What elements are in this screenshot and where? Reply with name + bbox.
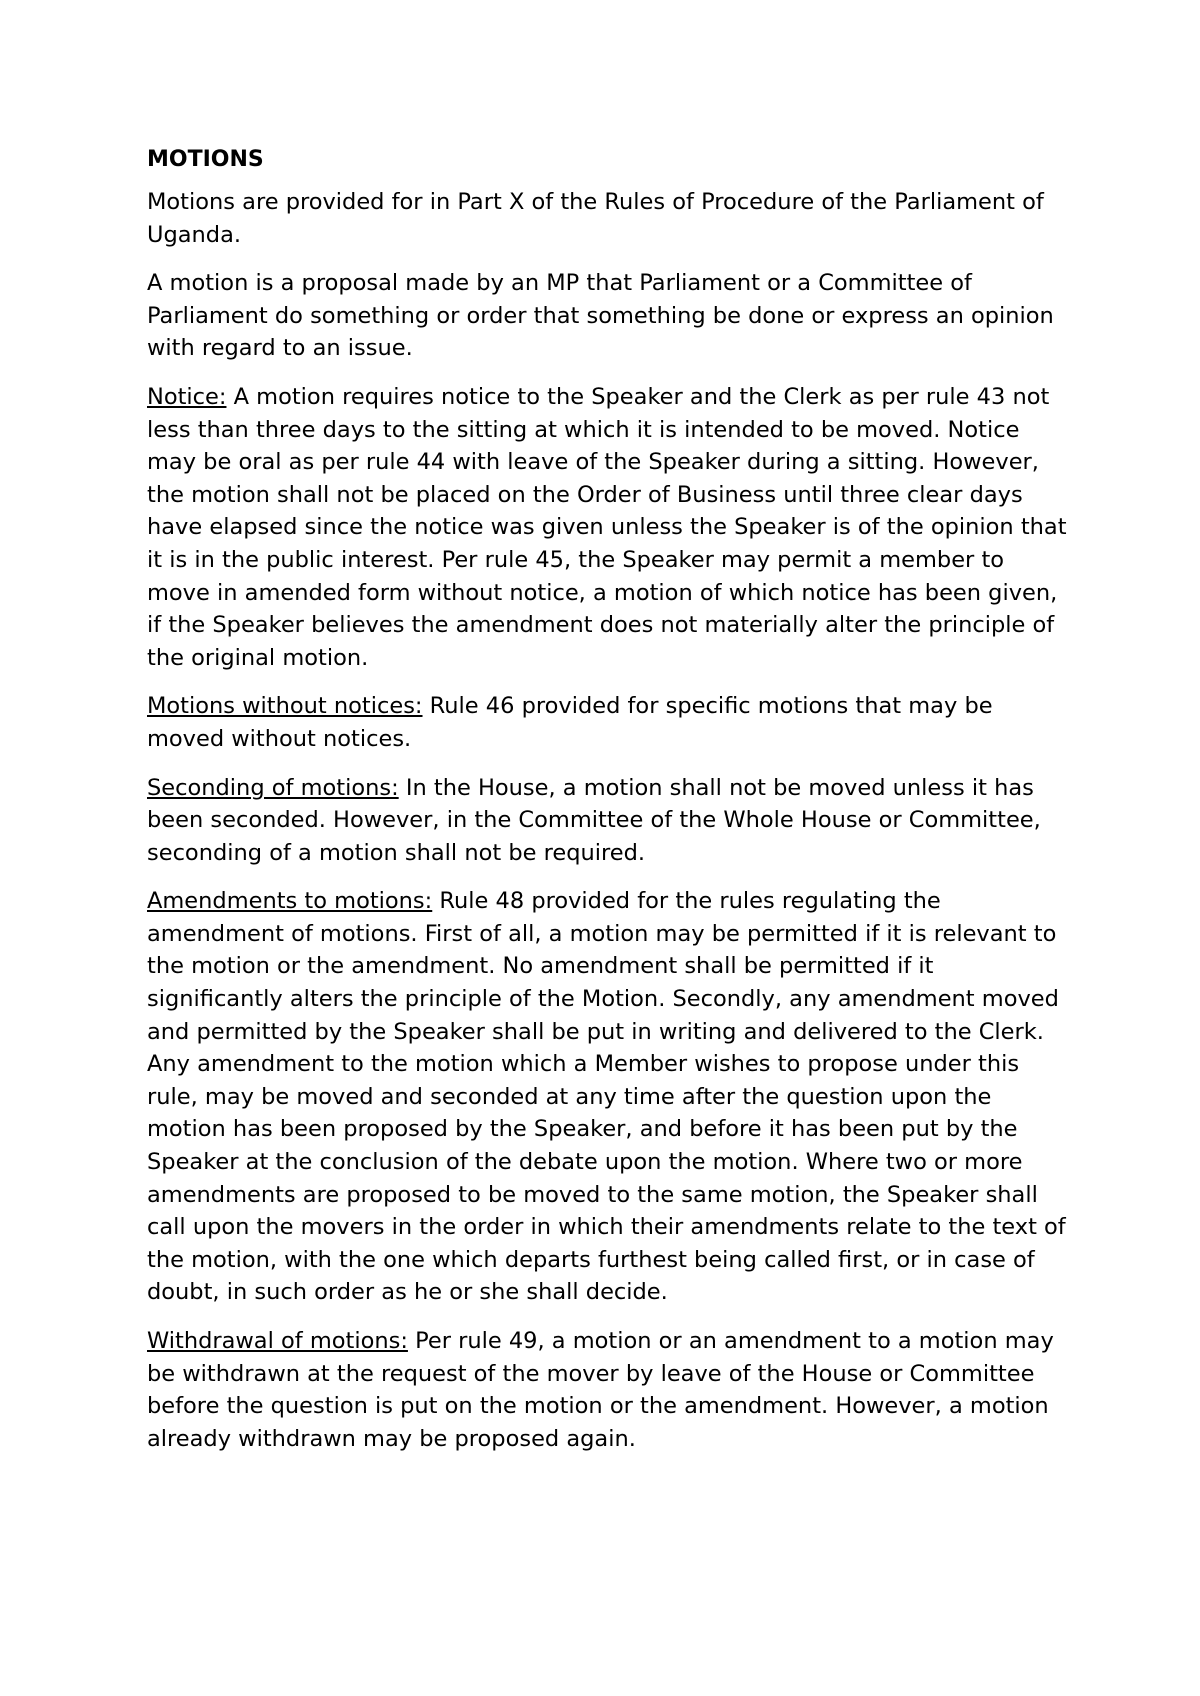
section-amendments-to-motions: [147, 885, 1072, 1309]
section-label-withdrawal-of-motions: Withdrawal of motions:: [147, 1328, 408, 1354]
section-label-motions-without-notices: Motions without notices:: [147, 693, 423, 720]
document-page: [147, 144, 1072, 1471]
section-notice: [147, 381, 1072, 674]
definition-paragraph: A motion is a proposal made by an MP that Parliament or a Committee of Parliament do something or order that something be done or express an opinion with regard to an issue.: [147, 270, 1054, 362]
section-withdrawal-of-motions: [147, 1325, 1072, 1455]
section-label-notice: Notice:: [147, 383, 227, 410]
section-label-amendments-to-motions: Amendments to motions:: [147, 888, 433, 915]
document-title: MOTIONS: [147, 147, 264, 172]
section-text-motions-without-notices: Rule 46 provided for specific motions that may be moved without notices.: [147, 693, 993, 752]
section-motions-without-notices: [147, 690, 1072, 755]
section-text-withdrawal-of-motions: Per rule 49, a motion or an amendment to a motion may be withdrawn at the request of the mover by leave of the House or Committee before the question is put on the motion or the amendment. However, a motion already withdrawn may be proposed again.: [147, 1328, 1054, 1452]
section-text-amendments-to-motions: Rule 48 provided for the rules regulating the amendment of motions. First of all, a motion may be permitted if it is relevant to the motion or the amendment. No amendment shall be permitted if it significantly alters the principle of the Motion. Secondly, any amendment moved and permitted by the Speaker shall be put in writing and delivered to the Clerk. Any amendment to the motion which a Member wishes to propose under this rule, may be moved and seconded at any time after the question upon the motion has been proposed by the Speaker, and before it has been put by the Speaker at the conclusion of the debate upon the motion. Where two or more amendments are proposed to be moved to the same motion, the Speaker shall call upon the movers in the order in which their amendments relate to the text of the motion, with the one which departs furthest being called first, or in case of doubt, in such order as he or she shall decide.: [147, 888, 1066, 1306]
section-seconding-of-motions: [147, 772, 1072, 870]
section-text-seconding-of-motions: In the House, a motion shall not be moved unless it has been seconded. However, in the Committee of the Whole House or Committee, seconding of a motion shall not be required.: [147, 774, 1041, 866]
intro-paragraph: Motions are provided for in Part X of the Rules of Procedure of the Parliament of Uganda.: [147, 189, 1044, 248]
section-label-seconding-of-motions: Seconding of motions:: [147, 774, 399, 801]
section-text-notice: A motion requires notice to the Speaker and the Clerk as per rule 43 not less than three days to the sitting at which it is intended to be moved. Notice may be oral as per rule 44 with leave of the Speaker during a sitting. However, the motion shall not be placed on the Order of Business until three clear days have elapsed since the notice was given unless the Speaker is of the opinion that it is in the public interest. Per rule 45, the Speaker may permit a member to move in amended form without notice, a motion of which notice has been given, if the Speaker believes the amendment does not materially alter the principle of the original motion.: [147, 383, 1067, 671]
